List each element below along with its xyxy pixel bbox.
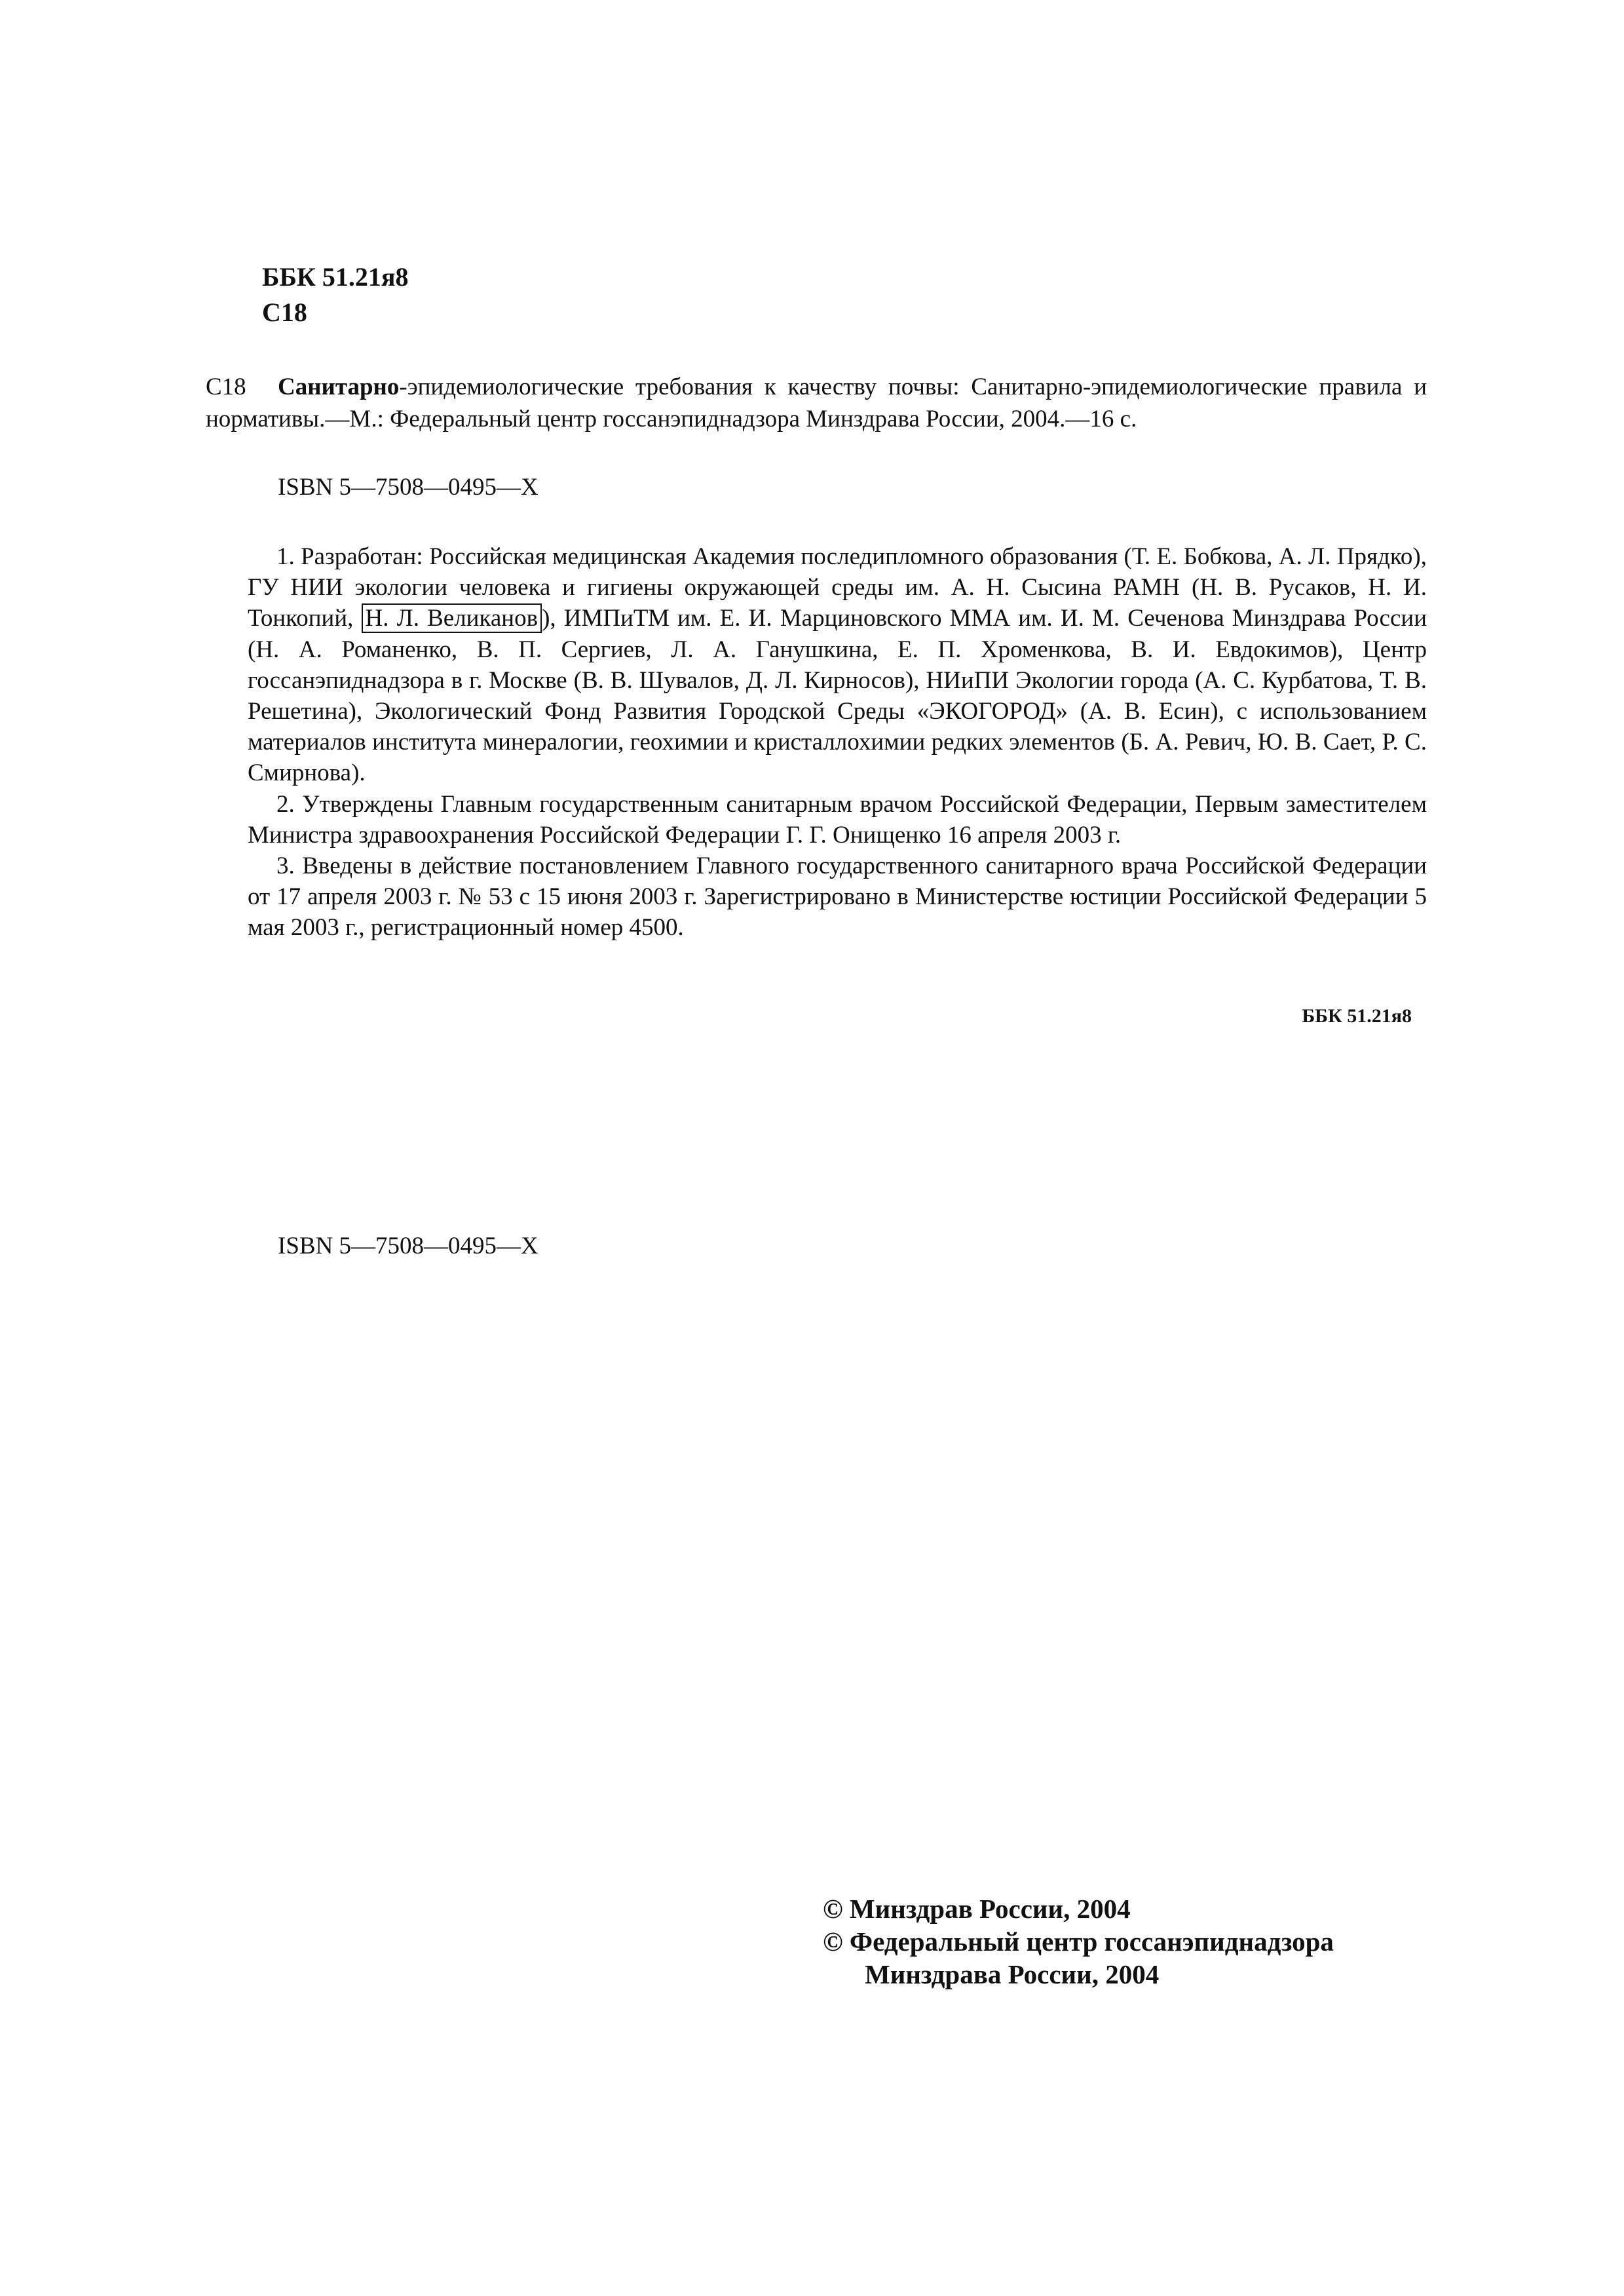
isbn-top: ISBN 5—7508—0495—X [278,474,538,501]
entry-title-bold: Санитарно [278,373,400,400]
copyright-block [823,1892,1334,1991]
isbn-bottom: ISBN 5—7508—0495—X [278,1233,538,1259]
classification-block [262,259,409,330]
credits-item-3: 3. Введены в действие постановлением Главного государственного санитарного врача Российской Федерации от 17 апреля 2003 г. № 53 с 15 июня 2003 г. Зарегистрировано в Министерстве юстиции Российской Федерации 5 мая 2003 г., регистрационный номер 4500. [248,852,1427,942]
copyright-line-1: © Минздрав России, 2004 [823,1894,1131,1924]
credits-block [248,541,1427,944]
credits-item-1-end: ), ИМПиТМ им. Е. И. Марциновского ММА им. И. М. Сеченова Минздрава России (Н. А. Романенко, В. П. Сергиев, Л. А. Ганушкина, Е. П. Хроменкова, В. И. Евдокимов), Центр госсанэпиднадзора в г. Москве (В. В. Шувалов, Д. Л. Кирносов), НИиПИ Экологии города (А. С. Курбатова, Т. В. Решетина), Экологический Фонд Развития Городской Среды «ЭКОГОРОД» (А. В. Есин), с использованием материалов института минералогии, геохимии и кристаллохимии редких элементов (Б. А. Ревич, Ю. В. Сает, Р. С. Смирнова). [248,605,1427,787]
credits-item-2: 2. Утверждены Главным государственным санитарным врачом Российской Федерации, Первым заместителем Министра здравоохранения Российской Федерации Г. Г. Онищенко 16 апреля 2003 г. [248,790,1427,849]
credits-item-1-start: 1. Разработан: Российская медицинская Академия последипломного образования (Т. Е. Бобкова, А. Л. Прядко), ГУ НИИ экологии человека и гигиены окружающей среды им. А. Н. Сысина РАМН (Н. В. Русаков, Н. И. Тонкопий, [248,543,1427,632]
boxed-name: Н. Л. Великанов [362,603,542,633]
credits-item-1 [248,541,1427,789]
author-mark: С18 [262,297,307,327]
copyright-line-3: Минздрава России, 2004 [865,1959,1160,1989]
entry-author-mark: С18 [206,373,246,400]
copyright-line-2: © Федеральный центр госсанэпиднадзора [823,1926,1334,1957]
catalog-entry [206,371,1427,435]
bbk-code: ББК 51.21я8 [262,262,409,292]
bbk-code-right: ББК 51.21я8 [1302,1005,1412,1027]
entry-text: -эпидемиологические требования к качеству почвы: Санитарно-эпидемиологические правила и нормативы.—М.: Федеральный центр госсанэпиднадзора Минздрава России, 2004.—16 с. [206,373,1427,432]
